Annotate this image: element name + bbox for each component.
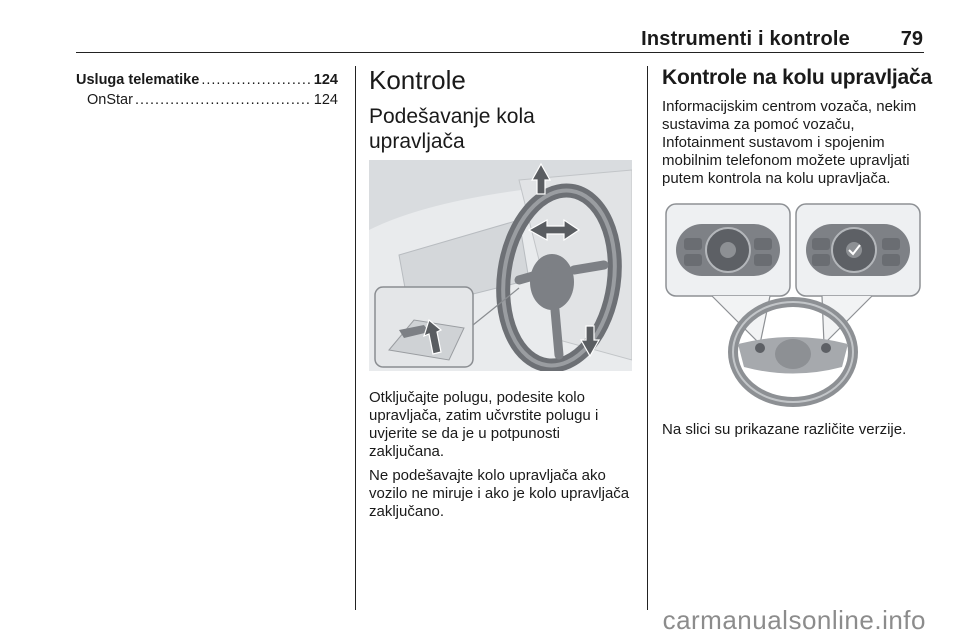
steering-adjust-illustration: [369, 160, 632, 371]
steering-wheel-controls-illustration: [662, 202, 924, 407]
page-header-title: Instrumenti i kontrole: [641, 28, 850, 50]
page-number: 79: [900, 28, 923, 50]
column-divider-right: [647, 66, 648, 610]
column-divider-left: [355, 66, 356, 610]
toc-entry-label: OnStar: [87, 92, 133, 108]
header-rule: [76, 52, 924, 53]
toc-entry-page: 124: [313, 92, 338, 108]
toc-leader-dots: [135, 90, 312, 110]
subheading-steering-adjust: Podešavanje kola upravljača: [369, 105, 535, 153]
toc-entry-page: 124: [313, 72, 338, 88]
instruction-paragraph-2: Ne podešavajte kolo upravljača ako vozilo ne miruje i ako je kolo upravljača zaključano.: [369, 467, 630, 520]
heading-steering-controls: Kontrole na kolu upravljača: [662, 66, 932, 89]
toc-entry-label: Usluga telematike: [76, 72, 200, 88]
column-steering-controls: [662, 64, 932, 445]
column-controls: [369, 64, 634, 527]
toc-entry-telematics[interactable]: [76, 70, 338, 90]
figure-caption: Na slici su prikazane različite verzije.: [662, 421, 907, 438]
intro-paragraph: Informacijskim centrom vozača, nekim sustavima za pomoć vozaču, Infotainment sustavom i spojenim mobilnim telefonom možete upravljati putem kontrola na kolu upravljača.: [662, 98, 917, 187]
toc-entry-onstar[interactable]: [76, 90, 338, 110]
instruction-paragraph-1: Otključajte polugu, podesite kolo upravljača, zatim učvrstite polugu i uvjerite se da je u potpunosti zaključana.: [369, 389, 599, 460]
watermark: carmanualsonline.info: [662, 605, 926, 635]
table-of-contents: [76, 70, 338, 110]
section-title: Kontrole: [369, 65, 466, 95]
toc-leader-dots: [201, 70, 311, 90]
